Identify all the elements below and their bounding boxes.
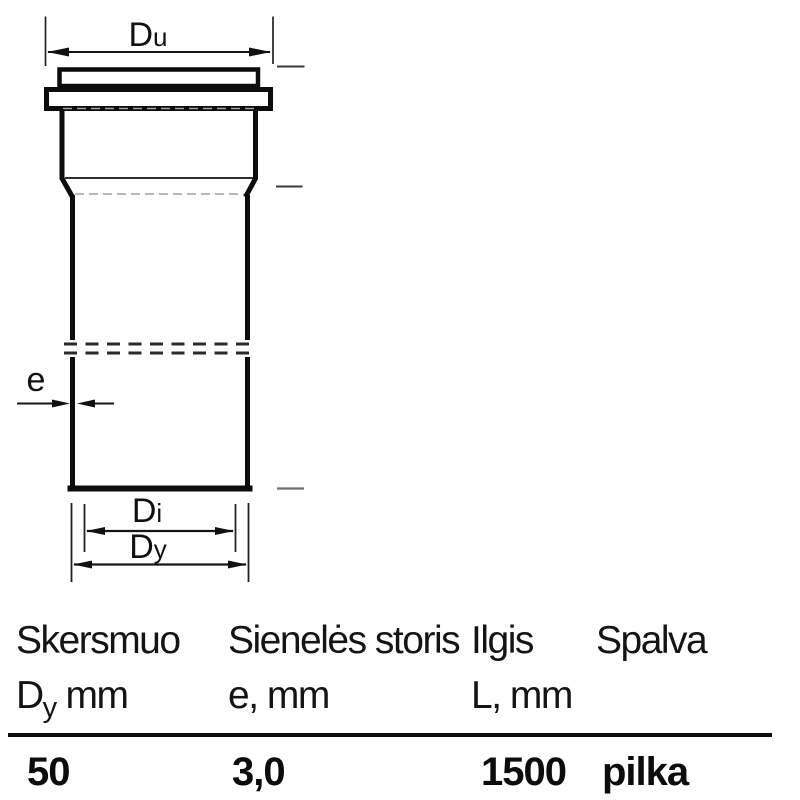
e-arrowhead-right — [77, 400, 95, 408]
du-label-sub: u — [153, 22, 168, 52]
value-sieneles-storis: 3,0 — [232, 750, 285, 794]
dy-label-sub: y — [153, 534, 167, 564]
socket-collar — [47, 90, 271, 109]
socket-chamfer-right — [246, 178, 257, 198]
dy-arrowhead-right — [228, 561, 247, 569]
dy-arrowhead-left — [73, 561, 92, 569]
value-spalva: pilka — [602, 750, 689, 794]
e-arrowhead-left — [52, 400, 70, 408]
socket-chamfer-left — [62, 178, 73, 198]
value-ilgis: 1500 — [481, 750, 566, 794]
col-unit-sieneles-storis: e, mm — [228, 674, 329, 717]
du-dimension — [46, 16, 274, 66]
col-header-spalva: Spalva — [596, 619, 707, 662]
du-label-base: D — [128, 16, 154, 54]
du-label — [128, 16, 167, 54]
di-arrowhead-left — [86, 527, 105, 535]
socket-rim — [60, 70, 259, 87]
di-arrowhead-right — [215, 527, 234, 535]
col-header-skersmuo: Skersmuo — [16, 619, 180, 662]
pipe-socket — [47, 70, 271, 198]
col-header-ilgis: Ilgis — [471, 619, 533, 662]
di-label-base: D — [131, 492, 157, 530]
du-arrowhead-right — [249, 48, 271, 57]
dy-unit-rest: mm — [56, 674, 128, 717]
col-unit-ilgis: L, mm — [471, 674, 572, 717]
dy-label-base: D — [129, 528, 154, 566]
di-label-sub: i — [156, 498, 163, 528]
col-unit-skersmuo — [16, 674, 128, 724]
table-divider-rule — [8, 733, 772, 737]
di-label — [132, 492, 162, 530]
wall-thickness-annotation — [17, 361, 114, 408]
col-header-sieneles-storis: Sienelės storis — [228, 619, 460, 662]
e-label: e — [26, 361, 46, 399]
level-marks — [276, 67, 305, 489]
dy-unit-base: D — [16, 674, 43, 717]
pipe-body — [64, 195, 255, 489]
dy-unit-subscript: y — [42, 692, 57, 724]
dy-label — [129, 528, 167, 566]
value-skersmuo: 50 — [27, 750, 70, 794]
du-arrowhead-left — [47, 48, 69, 57]
